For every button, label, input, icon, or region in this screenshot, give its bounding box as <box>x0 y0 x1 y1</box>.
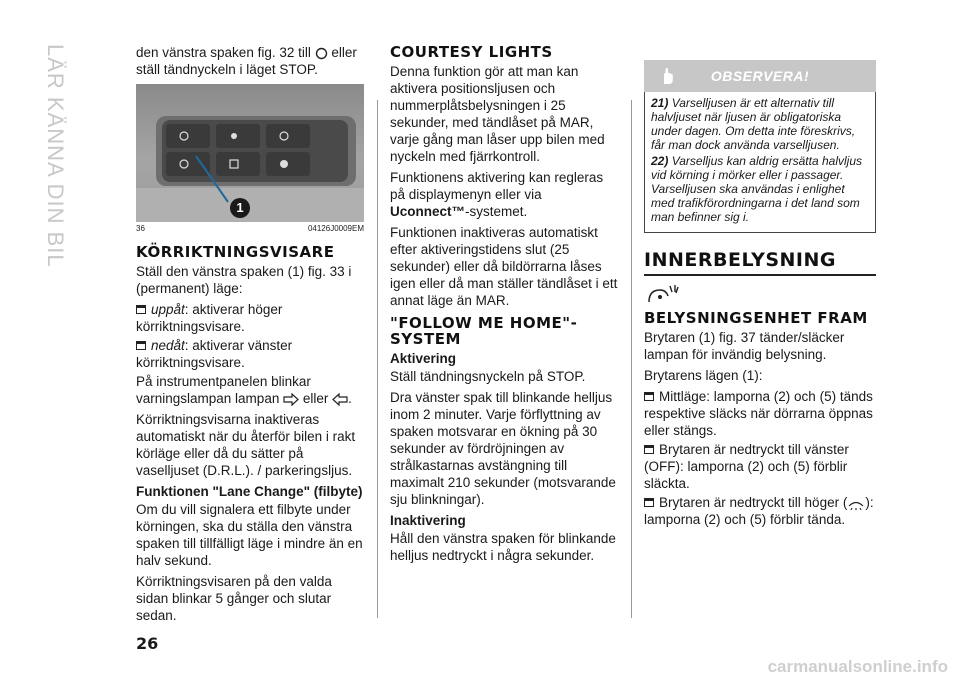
column-right <box>644 44 876 530</box>
paragraph: Ställ tändningsnyckeln på STOP. <box>390 369 586 384</box>
paragraph: Funktionens aktivering kan regleras på displaymenyn eller via Uconnect™-systemet. <box>390 170 604 219</box>
interior-light-icon <box>646 282 680 304</box>
figure-callout: 1 <box>236 200 244 215</box>
heading-follow-me-home: "FOLLOW ME HOME"-SYSTEM <box>390 314 578 348</box>
light-switch-panel-image <box>136 84 364 222</box>
column-left <box>136 44 364 628</box>
warning-hand-icon <box>660 67 676 85</box>
paragraph: Körriktningsvisaren på den valda sidan blinkar 5 gånger och slutar sedan. <box>136 574 332 623</box>
heading-courtesy-lights: COURTESY LIGHTS <box>390 43 553 61</box>
note-body <box>644 92 876 233</box>
paragraph: Dra vänster spak till blinkande helljus inom 2 minuter. Varje förflyttning av spaken motsvarar en ökning på 30 sekunder av fördröjningen av strålkastarnas avstängning till maximalt 210 sekunder (motsvarande sju blinkningar). <box>390 390 616 507</box>
column-divider <box>631 100 632 618</box>
note-item: 22) Varselljus kan aldrig ersätta halvljus vid körning i mörker eller i passager. Varselljusen ska användas i enlighet med trafikförordningarna i det land som man befinner sig i. <box>651 154 862 224</box>
checkbox-bullet-icon <box>136 341 146 350</box>
intro-paragraph: den vänstra spaken fig. 32 till eller ställ tändnyckeln i läget STOP. <box>136 45 357 77</box>
page-number: 26 <box>136 634 159 653</box>
heading-belysningsenhet-fram: BELYSNINGSENHET FRAM <box>644 309 868 327</box>
checkbox-bullet-icon <box>644 498 654 507</box>
paragraph: Denna funktion gör att man kan aktivera positionsljusen och nummerplåtsbelysningen i 25 sekunder, med tändlåset på MAR, varje gång man låser upp bilen med nyckeln med fjärrkontroll. <box>390 64 605 164</box>
paragraph: Brytaren (1) fig. 37 tänder/släcker lampan för invändig belysning. <box>644 330 845 362</box>
figure-code: 04126J0009EM <box>307 224 364 233</box>
subheading-aktivering: Aktivering <box>390 351 457 366</box>
subheading-lane-change: Funktionen "Lane Change" (filbyte) <box>136 484 363 499</box>
footer-watermark: carmanualsonline.info <box>767 657 948 676</box>
note-item: 21) Varselljusen är ett alternativ till halvljuset när ljusen är obligatoriska under dagen. Om detta inte föreskrivs, får man dock använda varselljusen. <box>651 96 856 152</box>
list-item: Brytaren är nedtryckt till vänster (OFF): lamporna (2) och (5) förblir släckta. <box>644 442 849 491</box>
door-light-icon <box>847 498 865 510</box>
checkbox-bullet-icon <box>136 305 146 314</box>
note-box <box>644 60 876 233</box>
figure-caption <box>136 224 364 234</box>
section-side-title: LÄR KÄNNA DIN BIL <box>43 44 68 268</box>
list-item: nedåt: aktiverar vänster körriktningsvisare. <box>136 338 293 370</box>
list-item: Brytaren är nedtryckt till höger ( ): lamporna (2) och (5) förblir tända. <box>644 495 874 527</box>
off-position-icon <box>315 47 328 60</box>
column-middle <box>390 44 620 568</box>
paragraph: Håll den vänstra spaken för blinkande helljus nedtryckt i några sekunder. <box>390 531 616 563</box>
figure-number: 36 <box>136 224 145 233</box>
paragraph: Funktionen inaktiveras automatiskt efter aktiveringstidens slut (25 sekunder) eller då bildörrarna låses igen eller då man ställer tändlåset i ett annat läge än MAR. <box>390 225 618 308</box>
subheading-inaktivering: Inaktivering <box>390 513 466 528</box>
note-header <box>644 60 876 92</box>
column-divider <box>377 100 378 618</box>
figure-36-photo <box>136 84 364 222</box>
checkbox-bullet-icon <box>644 392 654 401</box>
heading-rule <box>644 274 876 276</box>
paragraph: På instrumentpanelen blinkar varningslampan lampan eller . <box>136 374 352 406</box>
list-item: uppåt: aktiverar höger körriktningsvisare. <box>136 302 283 334</box>
heading-innerbelysning: INNERBELYSNING <box>644 249 836 271</box>
paragraph: Ställ den vänstra spaken (1) fig. 33 i (permanent) läge: <box>136 264 352 296</box>
list-item: Mittläge: lamporna (2) och (5) tänds respektive släcks när dörrarna öppnas eller stängs. <box>644 389 873 438</box>
left-arrow-icon <box>332 393 348 406</box>
heading-korriktningsvisare: KÖRRIKTNINGSVISARE <box>136 243 335 261</box>
paragraph: Brytarens lägen (1): <box>644 368 763 383</box>
paragraph: Körriktningsvisarna inaktiveras automatiskt när du återför bilen i rakt körläge eller då du sätter på vaselljuset (D.R.L.). / parkeringsljus. <box>136 412 356 478</box>
right-arrow-icon <box>283 393 299 406</box>
paragraph: Om du vill signalera ett filbyte under körningen, ska du ställa den vänstra spaken till tillfälligt läge i mindre än en halv sekund. <box>136 502 363 568</box>
note-title: OBSERVERA! <box>710 67 810 84</box>
checkbox-bullet-icon <box>644 445 654 454</box>
uconnect-brand: Uconnect™ <box>390 204 466 219</box>
